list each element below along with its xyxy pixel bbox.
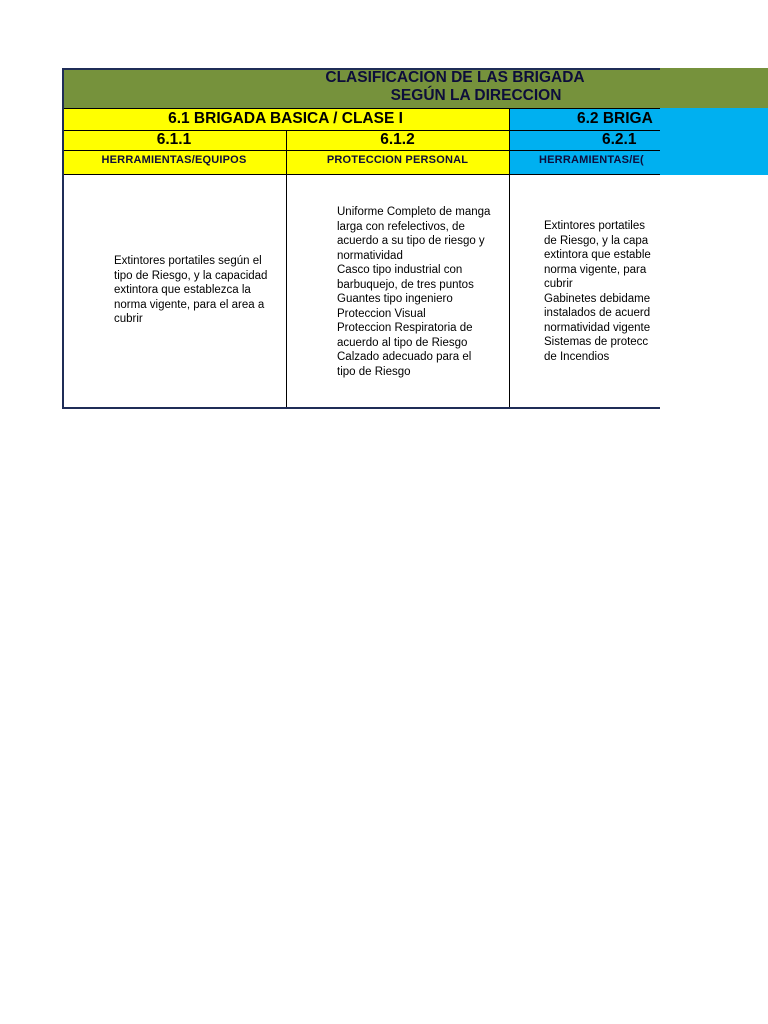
content-line: larga con refelectivos, de bbox=[337, 220, 465, 233]
content-line: Proteccion Visual bbox=[337, 307, 426, 320]
row-divider bbox=[62, 108, 660, 109]
content-line: acuerdo al tipo de Riesgo bbox=[337, 336, 468, 349]
content-line: tipo de Riesgo bbox=[337, 365, 411, 378]
content-line: de Riesgo, y la capa bbox=[544, 234, 649, 247]
row-divider bbox=[62, 174, 660, 175]
table-title-row bbox=[62, 68, 768, 108]
col-6-1-2-header: PROTECCION PERSONAL bbox=[286, 150, 509, 175]
content-line: cubrir bbox=[114, 313, 143, 325]
column-divider bbox=[509, 108, 510, 409]
col-6-2-1-content bbox=[544, 219, 660, 369]
content-line: cubrir bbox=[544, 278, 573, 290]
brigade-1-label: 6.1 BRIGADA BASICA / CLASE I bbox=[62, 108, 509, 130]
content-line: Extintores portatiles según el bbox=[114, 255, 262, 267]
content-line: acuerdo a su tipo de riesgo y bbox=[337, 235, 485, 247]
content-line: de Incendios bbox=[544, 350, 610, 363]
brigade-2-label: 6.2 BRIGA bbox=[509, 108, 768, 130]
column-divider bbox=[286, 130, 287, 409]
col-6-1-1-number: 6.1.1 bbox=[62, 130, 286, 150]
content-line: Casco tipo industrial con bbox=[337, 264, 463, 276]
content-line: Guantes tipo ingeniero bbox=[337, 293, 453, 305]
content-line: Calzado adecuado para el bbox=[337, 351, 472, 363]
content-line: norma vigente, para el area a bbox=[114, 298, 265, 311]
content-line: Gabinetes debidame bbox=[544, 292, 651, 305]
col-6-2-1-header: HERRAMIENTAS/E( bbox=[509, 150, 768, 175]
col-6-1-2-number: 6.1.2 bbox=[286, 130, 509, 150]
content-line: normatividad bbox=[337, 249, 403, 262]
content-line: normatividad vigente bbox=[544, 321, 651, 334]
content-line: Proteccion Respiratoria de bbox=[337, 322, 473, 334]
col-6-1-1-content bbox=[114, 254, 286, 334]
content-line: Sistemas de protecc bbox=[544, 336, 649, 348]
table-title-line-2: SEGÚN LA DIRECCION bbox=[390, 87, 562, 104]
row-divider bbox=[62, 130, 660, 131]
content-line: barbuquejo, de tres puntos bbox=[337, 278, 474, 291]
content-line: Uniforme Completo de manga bbox=[337, 206, 491, 218]
col-6-2-1-number: 6.2.1 bbox=[509, 130, 768, 150]
table-title-line-1: CLASIFICACION DE LAS BRIGADA bbox=[325, 69, 585, 86]
col-6-1-1-header: HERRAMIENTAS/EQUIPOS bbox=[62, 150, 286, 175]
content-line: extintora que establezca la bbox=[114, 284, 251, 296]
content-line: extintora que estable bbox=[544, 249, 651, 261]
row-divider bbox=[62, 150, 660, 151]
content-line: norma vigente, para bbox=[544, 263, 647, 276]
content-line: tipo de Riesgo, y la capacidad bbox=[114, 269, 268, 282]
content-line: instalados de acuerd bbox=[544, 307, 651, 319]
col-6-1-2-content bbox=[337, 205, 509, 385]
brigade-classification-table bbox=[62, 68, 768, 410]
content-line: Extintores portatiles bbox=[544, 220, 645, 232]
